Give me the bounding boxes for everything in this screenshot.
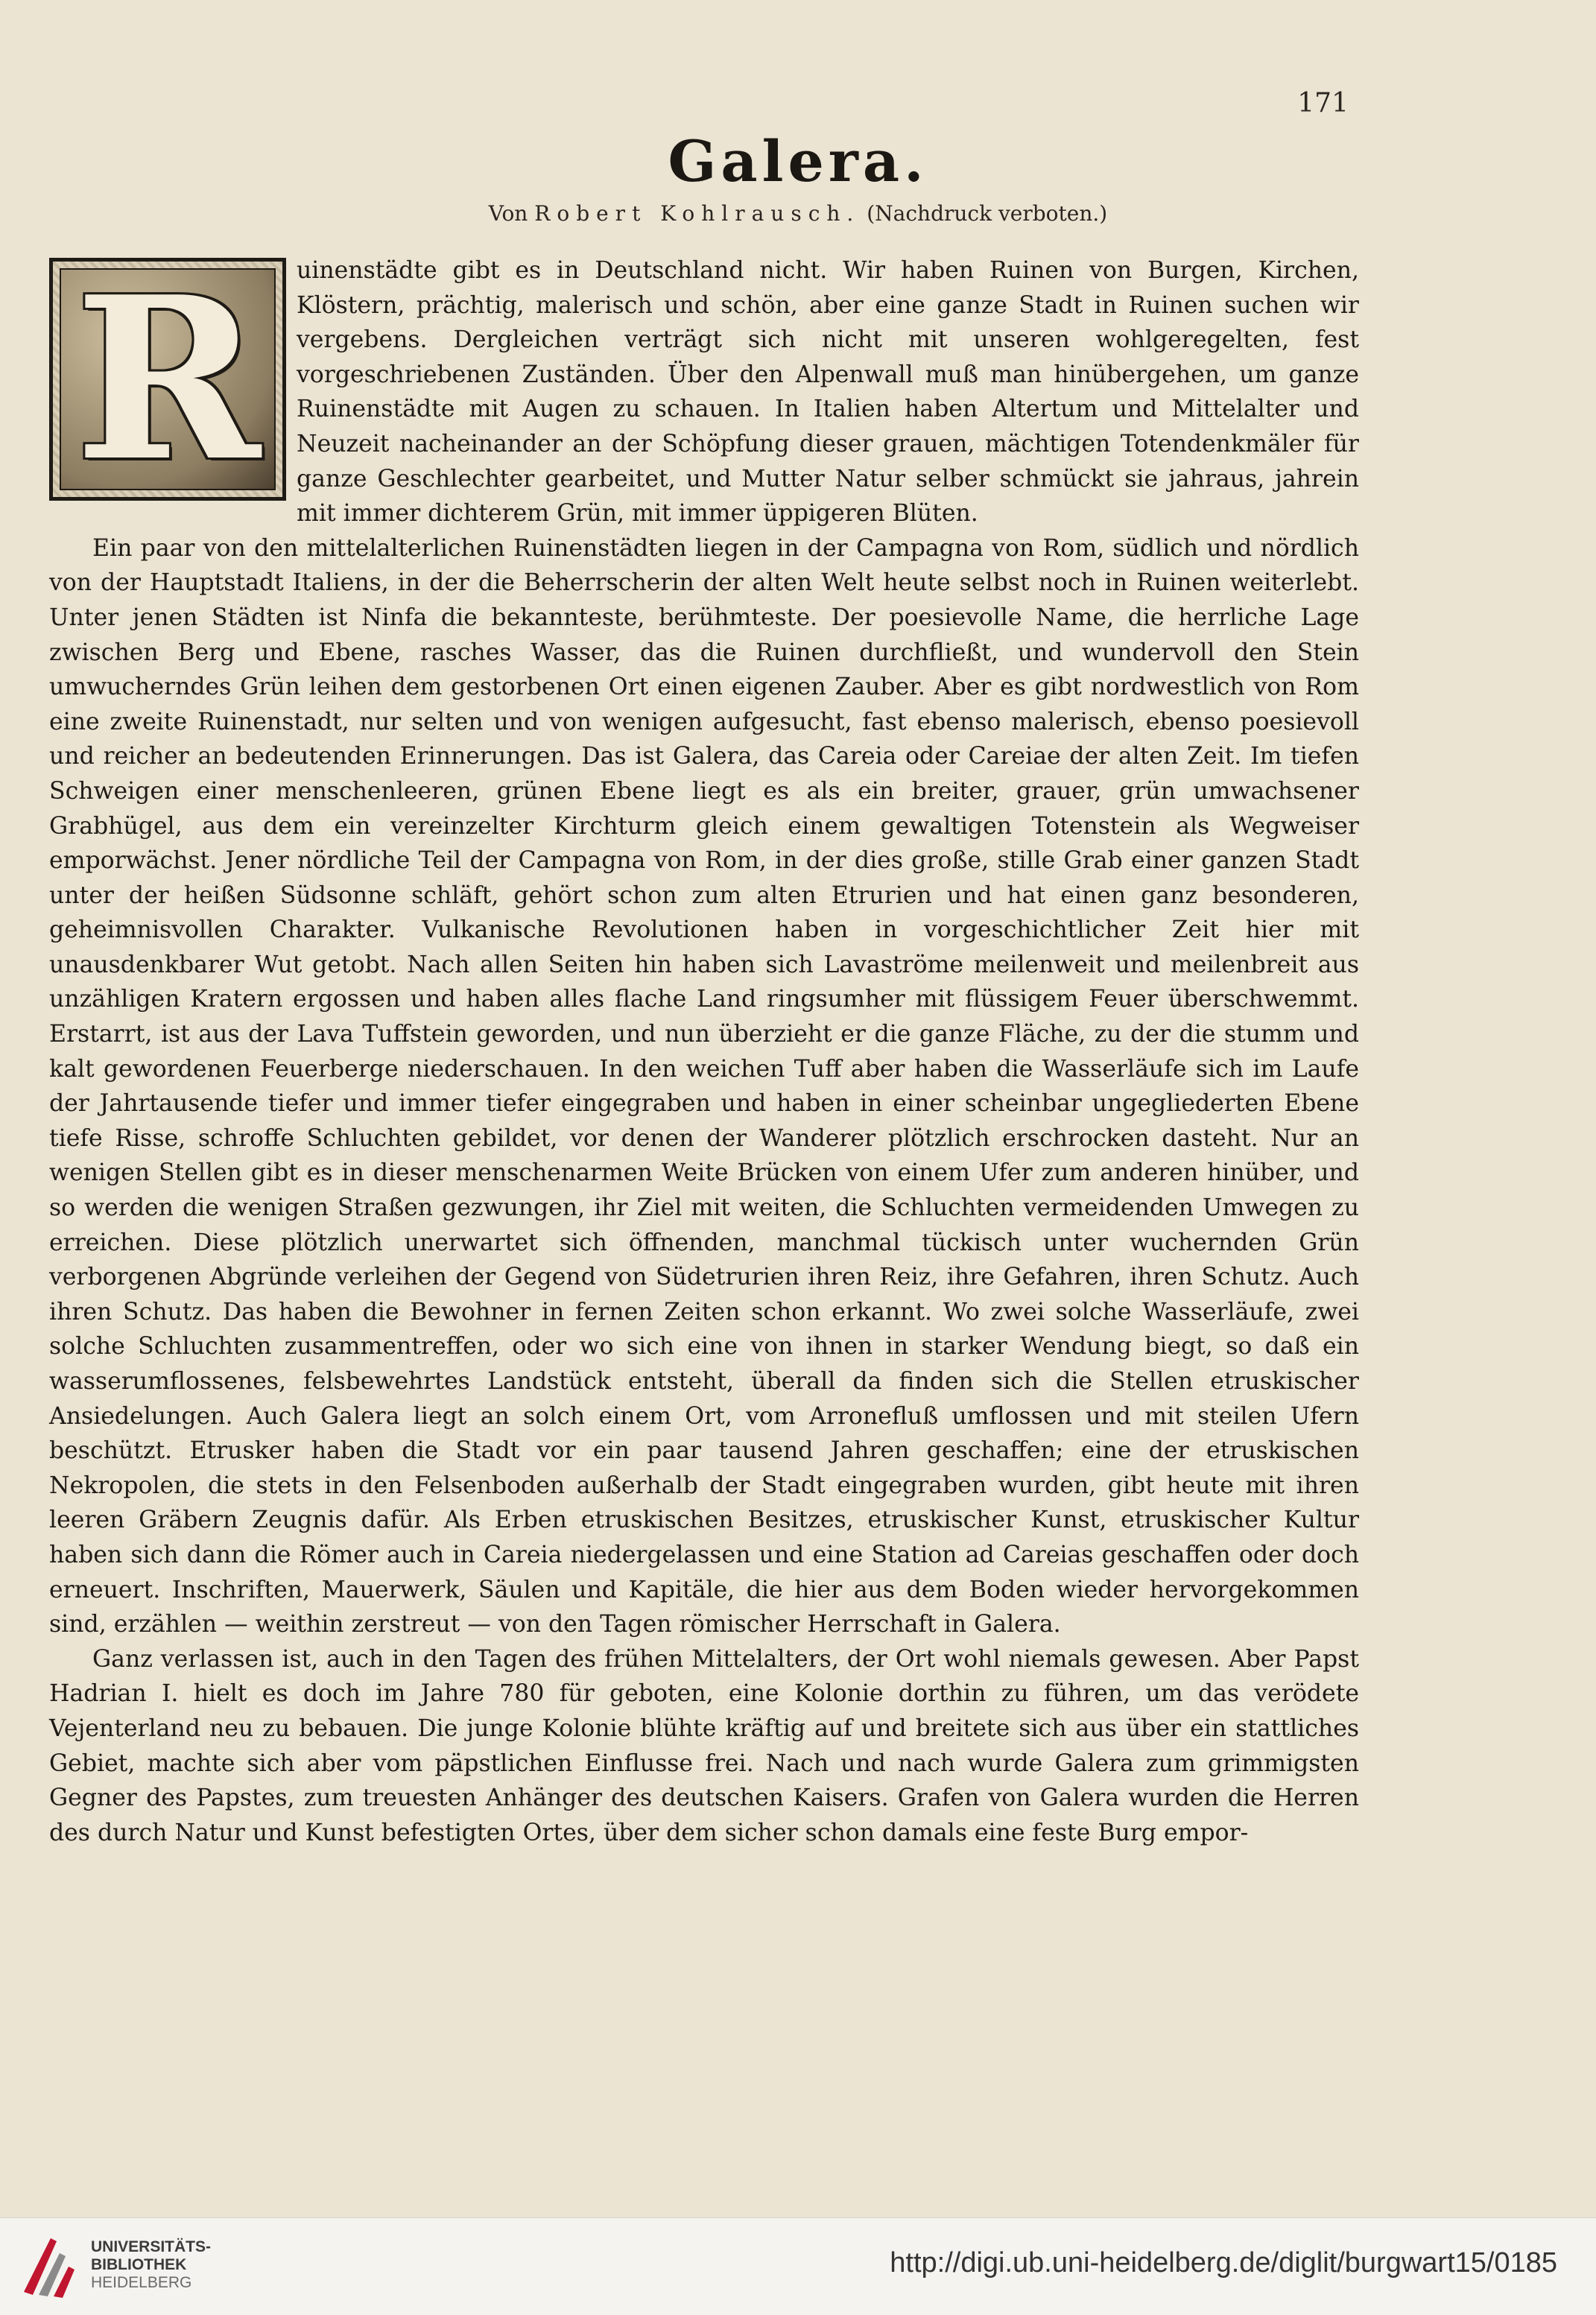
library-name-line-1: UNIVERSITÄTS- xyxy=(91,2238,212,2255)
page-number: 171 xyxy=(1297,88,1349,118)
paragraph-2: Ein paar von den mittelalterlichen Ruinenstädten liegen in der Campagna von Rom, südlich und nördlich von der Hauptstadt Italiens, in der die Beherrscherin der alten Welt heute selbst noch in Ruinen weiterlebt. Unter jenen Städten ist Ninfa die bekannteste, berühmteste. Der poesievolle Name, die herrliche Lage zwischen Berg und Ebene, rasches Wasser, das die Ruinen durchfließt, und wundervoll den Stein umwucherndes Grün leihen dem gestorbenen Ort einen eigenen Zauber. Aber es gibt nordwestlich von Rom eine zweite Ruinenstadt, nur selten und von wenigen aufgesucht, fast ebenso malerisch, ebenso poesievoll und reicher an bedeutenden Erinnerungen. Das ist Galera, das Careia oder Careiae der alten Zeit. Im tiefen Schweigen einer menschenleeren, grünen Ebene liegt es als ein breiter, grauer, grün umwachsener Grabhügel, aus dem ein vereinzelter Kirchturm gleich einem gewaltigen Totenstein als Wegweiser emporwächst. Jener nördliche Teil der Campagna von Rom, in der dies große, stille Grab einer ganzen Stadt unter der heißen Südsonne schläft, gehört schon zum alten Etrurien und hat einen ganz besonderen, geheimnisvollen Charakter. Vulkanische Revolutionen haben in vorgeschichtlicher Zeit hier mit unausdenkbarer Wut getobt. Nach allen Seiten hin haben sich Lavaströme meilenweit und meilenbreit aus unzähligen Kratern ergossen und haben alles flache Land ringsumher mit flüssigem Feuer überschwemmt. Erstarrt, ist aus der Lava Tuffstein geworden, und nun überzieht er die ganze Fläche, zu der die stumm und kalt gewordenen Feuerberge niederschauen. In den weichen Tuff aber haben die Wasserläufe sich im Laufe der Jahrtausende tiefer und immer tiefer eingegraben und haben in einer scheinbar ungegliederten Ebene tiefe Risse, schroffe Schluchten gebildet, vor denen der Wanderer plötzlich erschrocken dasteht. Nur an wenigen Stellen gibt es in dieser menschenarmen Weite Brücken von einem Ufer zum anderen hinüber, und so werden die wenigen Straßen gezwungen, ihr Ziel mit weiten, die Schluchten vermeidenden Umwegen zu erreichen. Diese plötzlich unerwartet sich öffnenden, manchmal tückisch unter wuchernden Grün verborgenen Abgründe verleihen der Gegend von Südetrurien ihren Reiz, ihre Gefahren, ihren Schutz. Auch ihren Schutz. Das haben die Bewohner in fernen Zeiten schon erkannt. Wo zwei solche Wasserläufe, zwei solche Schluchten zusammentreffen, oder wo sich eine von ihnen in starker Wendung biegt, so daß ein wasserumflossenes, felsbewehrtes Landstück entsteht, überall da finden sich die Stellen etruskischer Ansiedelungen. Auch Galera liegt an solch einem Ort, vom Arronefluß umflossen und mit steilen Ufern beschützt. Etrusker haben die Stadt vor ein paar tausend Jahren geschaffen; eine der etruskischen Nekropolen, die stets in den Felsenboden außerhalb der Stadt eingegraben wurden, gibt heute mit ihren leeren Gräbern Zeugnis dafür. Als Erben etruskischen Besitzes, etruskischer Kunst, etruskischer Kultur haben sich dann die Römer auch in Careia niedergelassen und eine Station ad Careias geschaffen oder doch erneuert. Inschriften, Mauerwerk, Säulen und Kapitäle, die hier aus dem Boden wieder hervorgekommen sind, erzählen — weithin zerstreut — von den Tagen römischer Herrschaft in Galera. xyxy=(49,534,1359,1638)
article-body xyxy=(49,247,1359,1850)
source-url-link[interactable]: http://digi.ub.uni-heidelberg.de/diglit/burgwart15/0185 xyxy=(890,2247,1557,2278)
paragraph-1: uinenstädte gibt es in Deutschland nicht. Wir haben Ruinen von Burgen, Kirchen, Klöstern, prächtig, malerisch und schön, aber eine ganze Stadt in Ruinen suchen wir vergebens. Dergleichen verträgt sich nicht mit unseren wohlgeregelten, fest vorgeschriebenen Zuständen. Über den Alpenwall muß man hinübergehen, um ganze Ruinenstädte mit Augen zu schauen. In Italien haben Altertum und Mittelalter und Neuzeit nacheinander an der Schöpfung dieser grauen, mächtigen Totendenkmäler für ganze Geschlechter gearbeitet, und Mutter Natur selber schmückt sie jahraus, jahrein mit immer dichterem Grün, mit immer üppigeren Blüten. xyxy=(297,257,1359,528)
library-name-line-3: HEIDELBERG xyxy=(91,2274,192,2291)
article-title: Galera. xyxy=(668,128,928,194)
byline-prefix: Von xyxy=(488,201,528,226)
byline-note: (Nachdruck verboten.) xyxy=(867,201,1108,226)
byline-author: Robert Kohlrausch. xyxy=(534,201,861,226)
byline xyxy=(0,201,1596,226)
paragraph-3: Ganz verlassen ist, auch in den Tagen des frühen Mittelalters, der Ort wohl niemals gewesen. Aber Papst Hadrian I. hielt es doch im Jahre 780 für geboten, eine Kolonie dorthin zu führen, um das verödete Vejenterland neu zu bebauen. Die junge Kolonie blühte kräftig auf und breitete sich aus über ein stattliches Gebiet, machte sich aber vom päpstlichen Einflusse frei. Nach und nach wurde Galera zum grimmigsten Gegner des Papstes, zum treuesten Anhänger des deutschen Kaisers. Grafen von Galera wurden die Herren des durch Natur und Kunst befestigten Ortes, über dem sicher schon damals eine feste Burg empor- xyxy=(49,1645,1359,1846)
library-logo-icon[interactable] xyxy=(16,2231,85,2299)
drop-cap-ornament xyxy=(49,247,286,510)
library-name-line-2: BIBLIOTHEK xyxy=(91,2256,187,2273)
drop-cap-letter: R xyxy=(75,247,261,510)
library-name[interactable] xyxy=(91,2238,211,2292)
